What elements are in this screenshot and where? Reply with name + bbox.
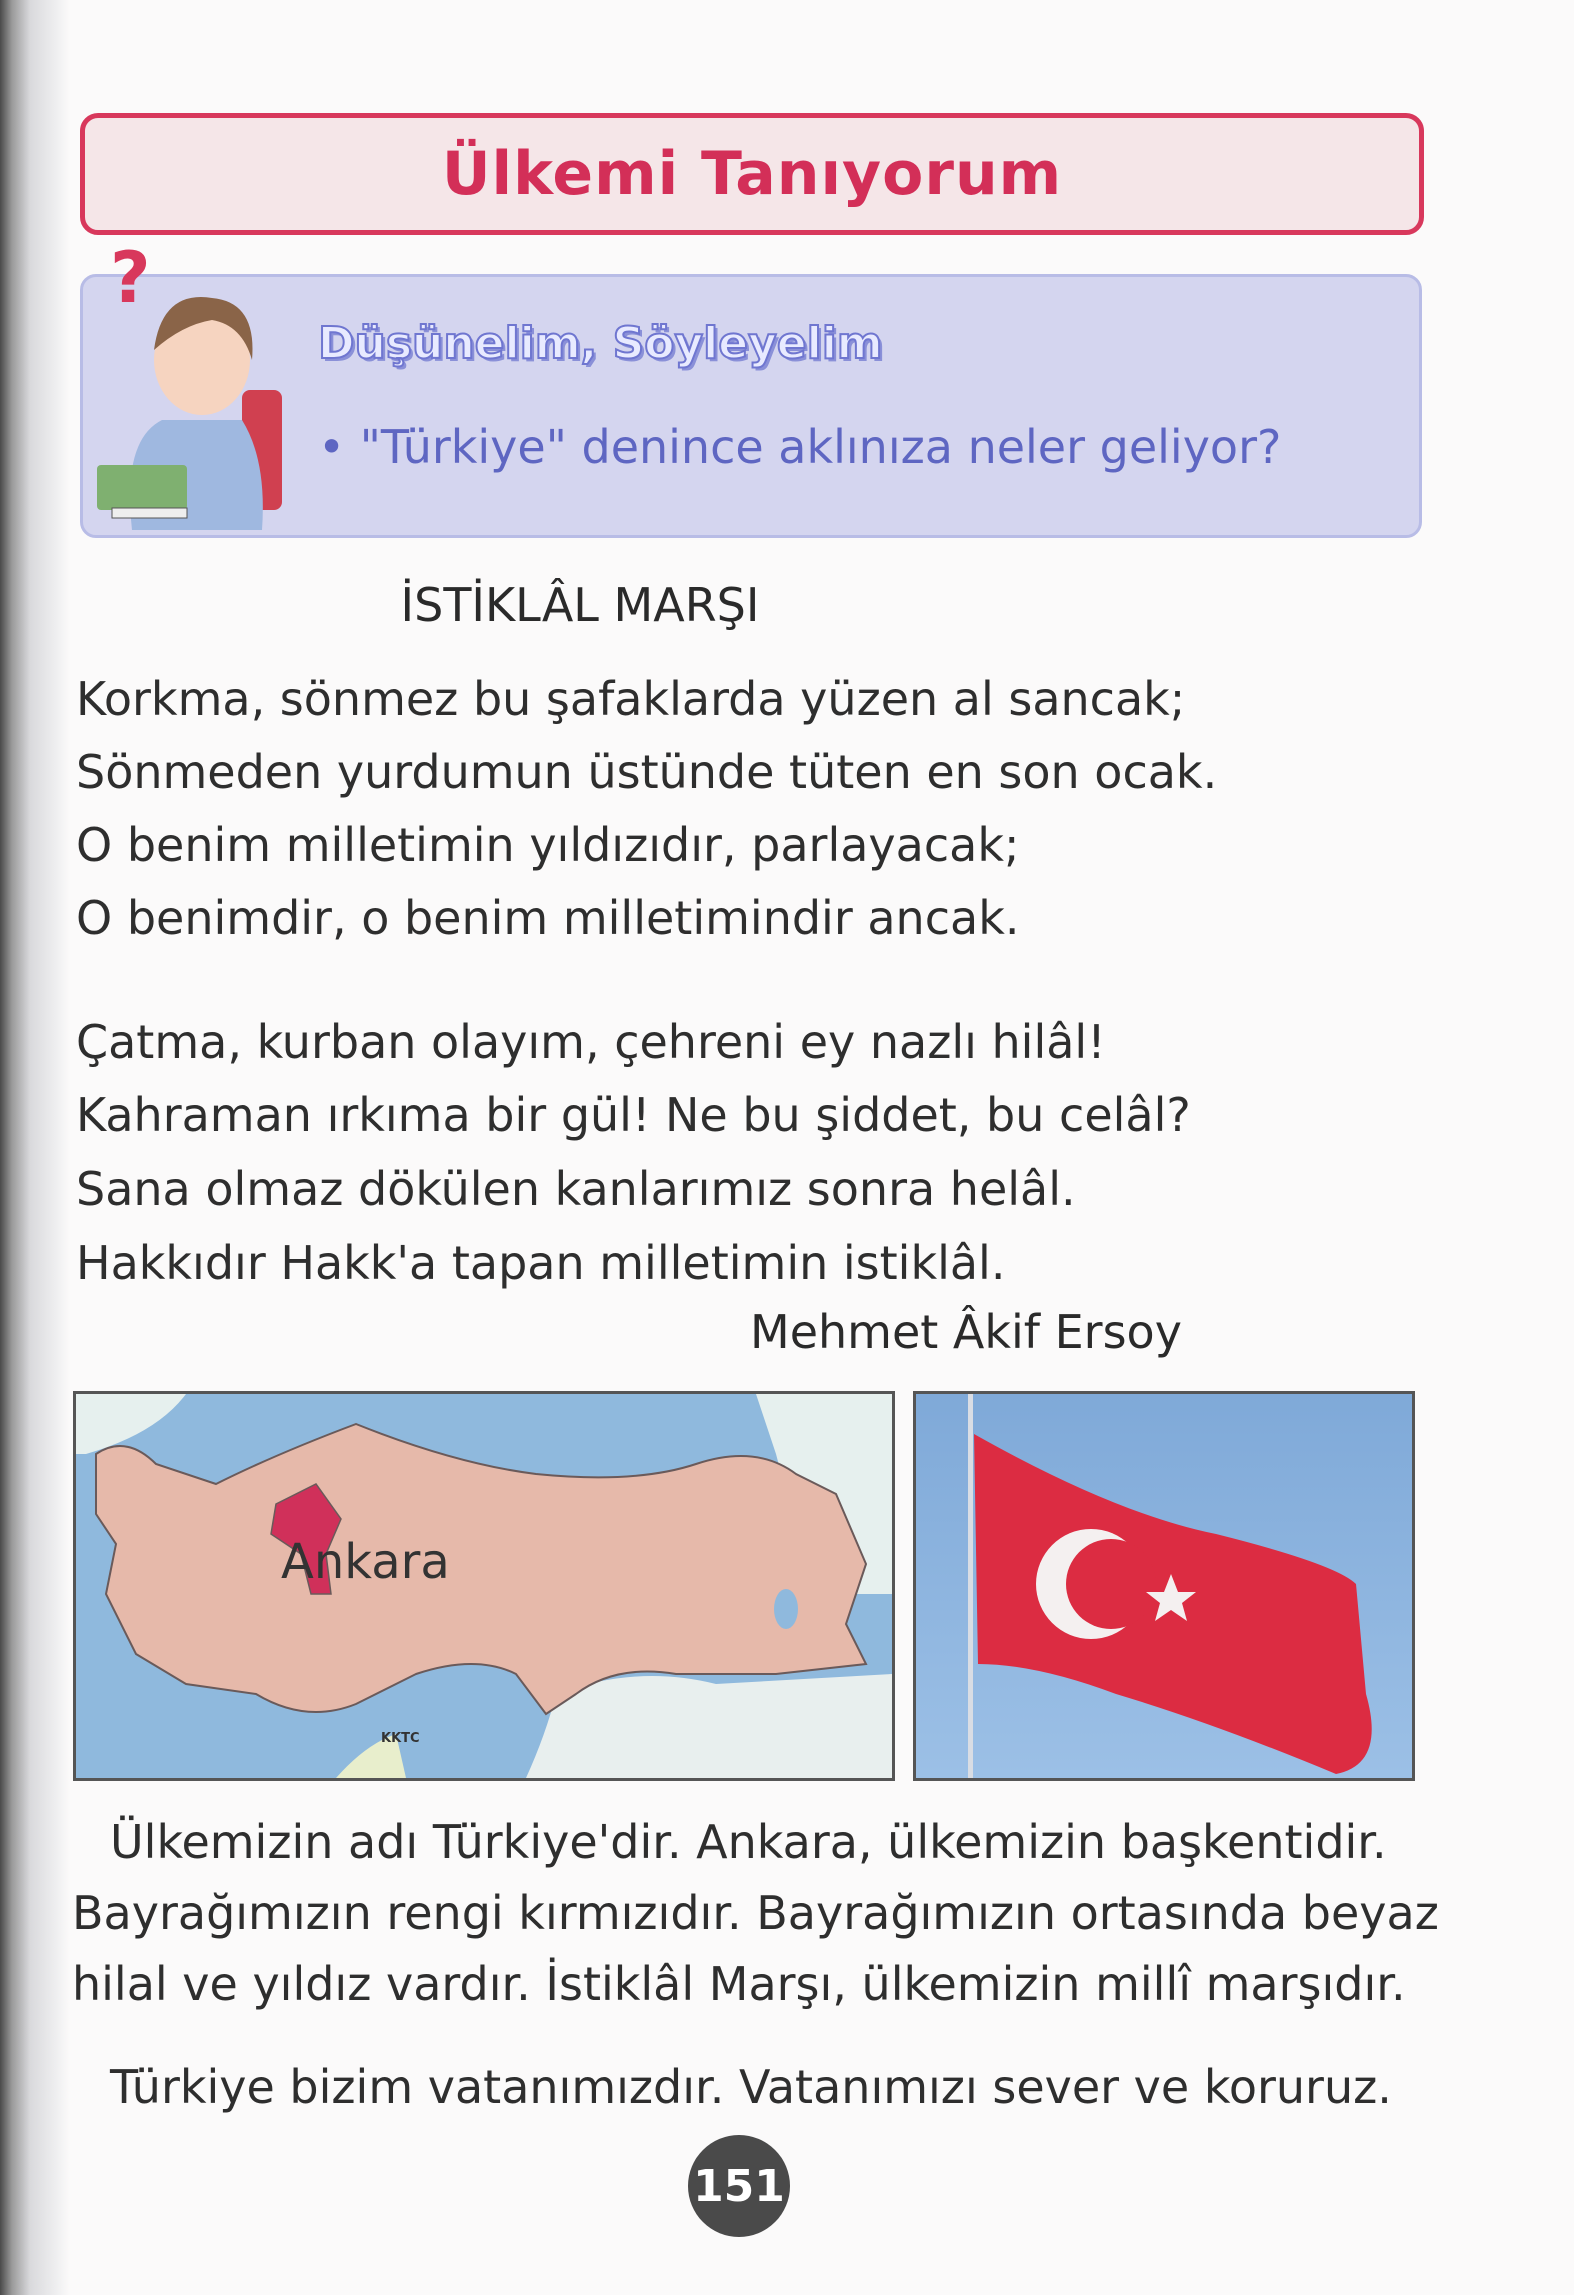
- poem-title: İSTİKLÂL MARŞI: [400, 578, 760, 632]
- poem-line: Sönmeden yurdumun üstünde tüten en son ocak.: [76, 745, 1218, 799]
- poem-line: Korkma, sönmez bu şafaklarda yüzen al sancak;: [76, 672, 1186, 726]
- closing-sentence: Türkiye bizim vatanımızdır. Vatanımızı sever ve koruruz.: [110, 2060, 1392, 2114]
- paragraph-line: Bayrağımızın rengi kırmızıdır. Bayrağımızın ortasında beyaz: [72, 1886, 1439, 1940]
- poem-line: Hakkıdır Hakk'a tapan milletimin istiklâl.: [76, 1236, 1006, 1290]
- poem-line: Kahraman ırkıma bir gül! Ne bu şiddet, bu celâl?: [76, 1088, 1191, 1142]
- poem-line: Çatma, kurban olayım, çehreni ey nazlı hilâl!: [76, 1015, 1106, 1069]
- poem-author: Mehmet Âkif Ersoy: [750, 1305, 1182, 1359]
- turkish-flag-photo: [913, 1391, 1415, 1781]
- think-question: • "Türkiye" denince aklınıza neler geliyor?: [318, 420, 1282, 474]
- page-number-badge: [688, 2135, 790, 2237]
- page-binding-shadow: [0, 0, 70, 2295]
- poem-line: O benim milletimin yıldızıdır, parlayacak;: [76, 818, 1020, 872]
- map-label-ankara: Ankara: [281, 1534, 450, 1590]
- thinking-child-illustration: [92, 240, 312, 530]
- turkey-map: [73, 1391, 895, 1781]
- page-number: 151: [693, 2160, 785, 2212]
- page-title: Ülkemi Tanıyorum: [441, 139, 1063, 209]
- paragraph-line: hilal ve yıldız vardır. İstiklâl Marşı, ülkemizin millî marşıdır.: [72, 1957, 1406, 2011]
- question-mark-icon: ?: [110, 240, 151, 319]
- think-section-title: Düşünelim, Söyleyelim: [318, 318, 883, 369]
- map-label-kktc: KKTC: [381, 1731, 420, 1746]
- poem-line: Sana olmaz dökülen kanlarımız sonra helâl.: [76, 1162, 1076, 1216]
- poem-line: O benimdir, o benim milletimindir ancak.: [76, 891, 1020, 945]
- title-banner: [80, 113, 1424, 235]
- paragraph-line: Ülkemizin adı Türkiye'dir. Ankara, ülkemizin başkentidir.: [110, 1815, 1387, 1869]
